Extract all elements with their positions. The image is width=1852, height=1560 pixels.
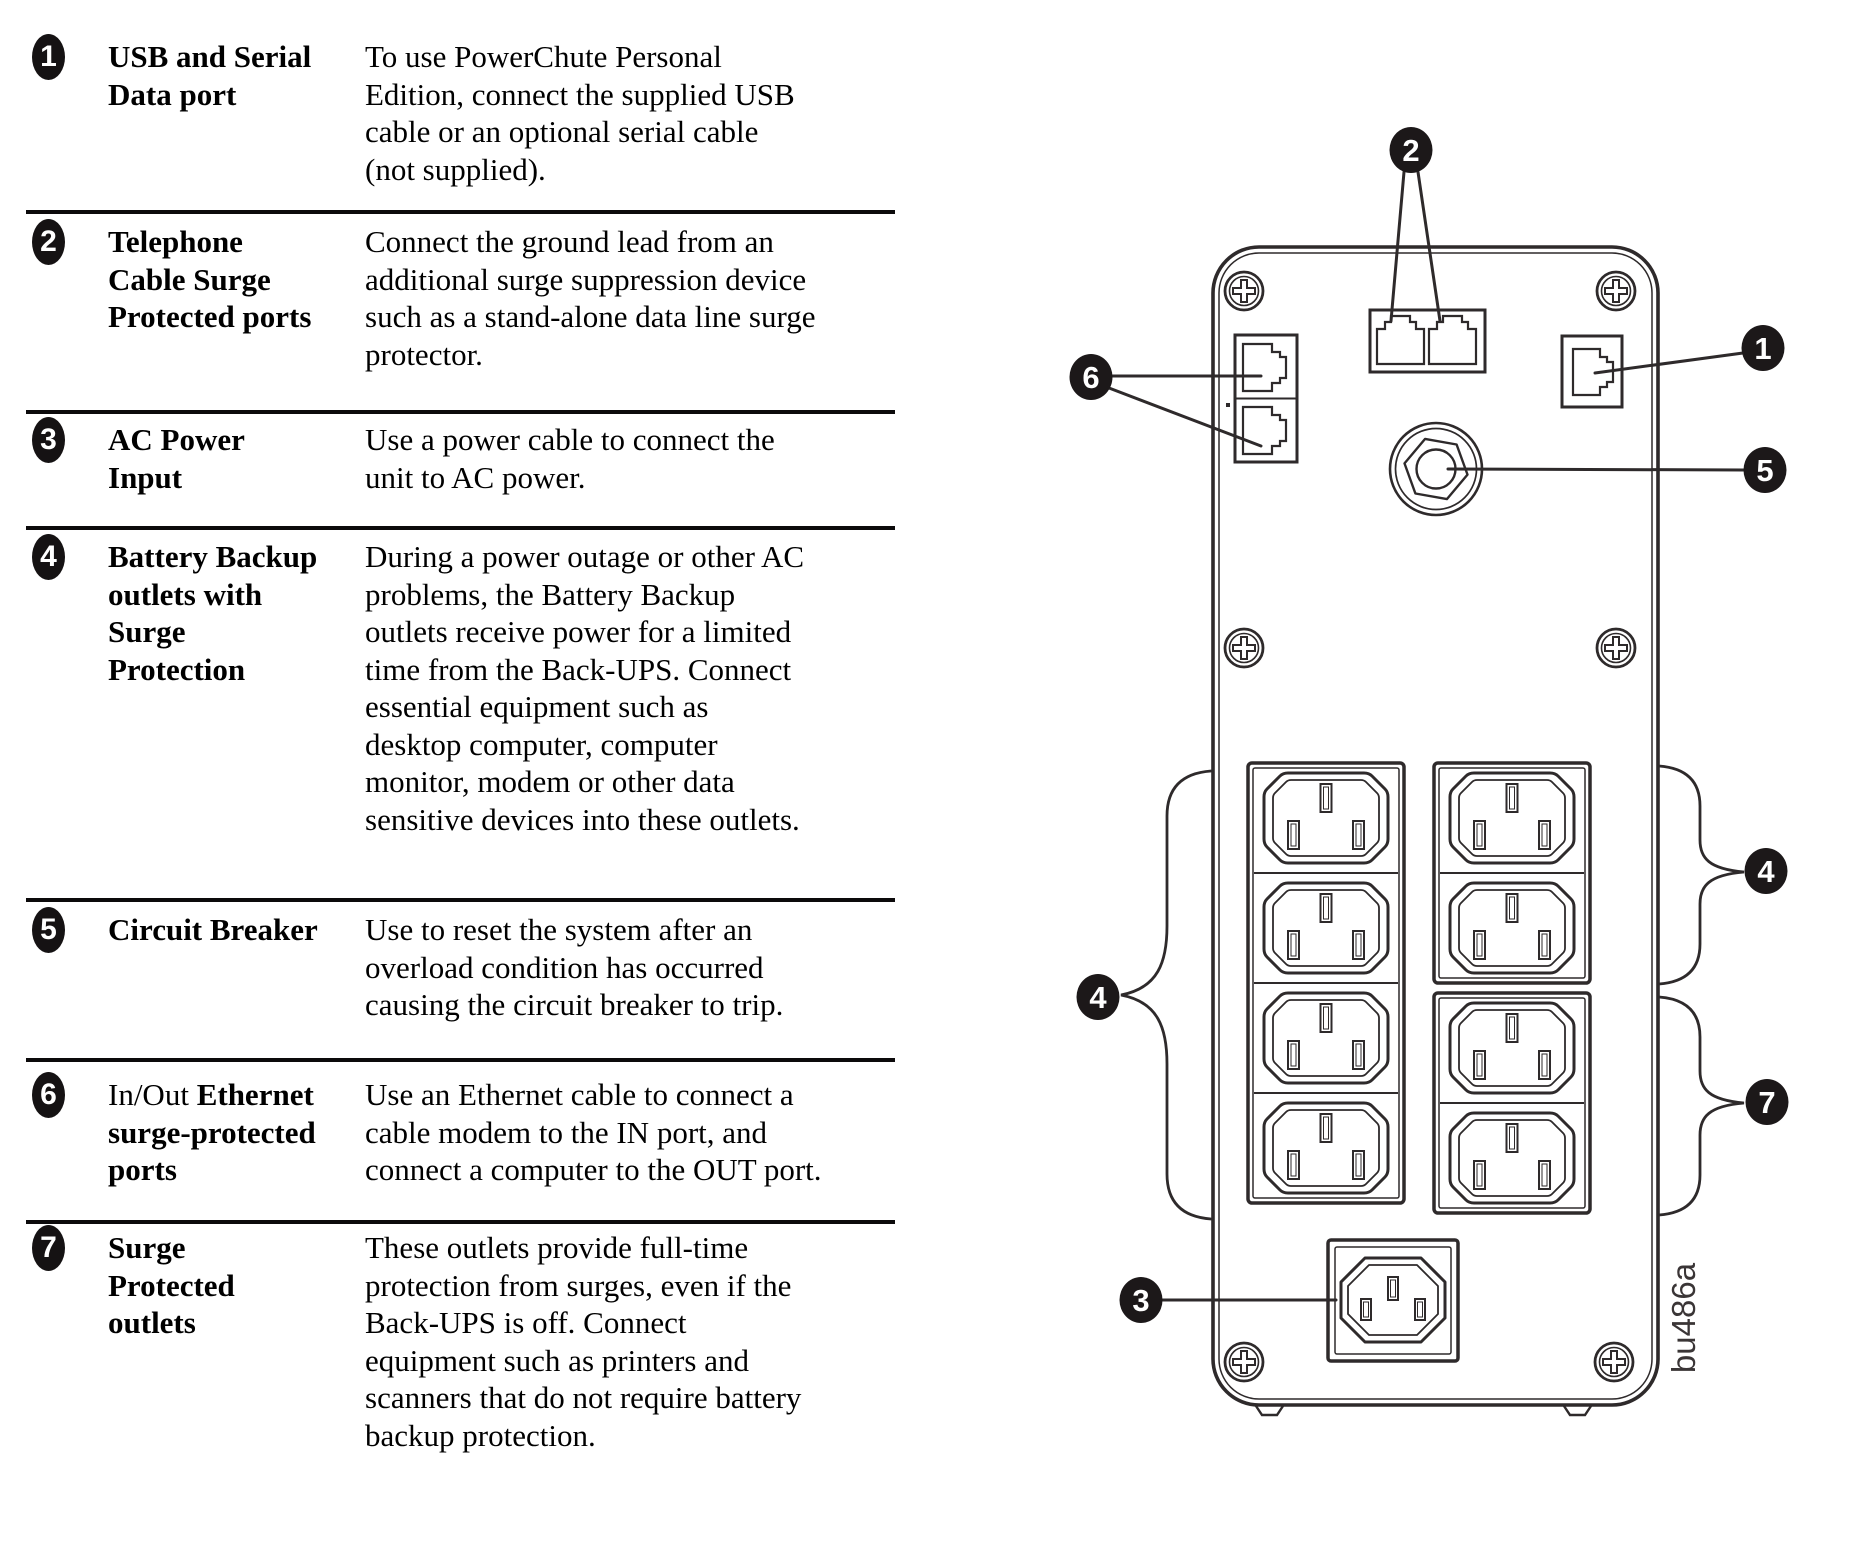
diagram-callouts <box>1070 127 1789 1323</box>
callout-badge: 3 <box>32 417 65 463</box>
svg-text:1: 1 <box>1754 331 1772 366</box>
foot-left <box>1256 1406 1283 1415</box>
svg-text:4: 4 <box>1757 854 1775 889</box>
outlet-bank-right-top <box>1434 763 1590 983</box>
battery-outlet <box>1264 773 1388 863</box>
callout-4-left <box>1077 974 1120 1020</box>
screw-icon <box>1225 272 1263 310</box>
brace-battery-left <box>1121 771 1211 1219</box>
figure-code-label: bu486a <box>1665 1262 1702 1374</box>
ethernet-ports <box>1226 335 1297 462</box>
screw-icon <box>1225 629 1263 667</box>
row-description: Use an Ethernet cable to connect a cable modem to the IN port, and connect a computer to the OUT port. <box>365 1077 822 1187</box>
row-title: Battery Backup outlets with Surge Protection <box>108 539 318 687</box>
brace-surge-right <box>1659 997 1744 1215</box>
svg-text:3: 3 <box>1132 1283 1150 1318</box>
svg-text:6: 6 <box>1082 360 1100 395</box>
callout-badge: 4 <box>32 534 65 580</box>
callout-badge: 7 <box>32 1225 65 1271</box>
callout-5 <box>1744 447 1787 493</box>
telephone-ports <box>1370 310 1485 372</box>
battery-outlet <box>1450 773 1574 863</box>
screw-icon <box>1597 629 1635 667</box>
screw-icon <box>1225 1343 1263 1381</box>
callout-lines <box>1109 172 1744 1300</box>
callout-4-right <box>1745 848 1788 894</box>
ac-power-inlet <box>1328 1240 1458 1361</box>
row-description: Use to reset the system after an overload condition has occurred causing the circuit breaker to trip. <box>365 912 784 1022</box>
callout-7 <box>1746 1079 1789 1125</box>
battery-outlet <box>1264 993 1388 1083</box>
callout-badge: 5 <box>32 907 65 953</box>
brace-battery-right <box>1659 766 1744 984</box>
outlet-bank-right-bottom <box>1434 993 1590 1213</box>
foot-right <box>1564 1406 1591 1415</box>
row-description: During a power outage or other AC problems, the Battery Backup outlets receive power for a limited time from the Back-UPS. Connect essential equipment such as desktop computer, computer monitor, modem or other data sensitive devices into these outlets. <box>365 539 805 837</box>
surge-outlet <box>1450 1113 1574 1203</box>
callout-3 <box>1120 1277 1163 1323</box>
callout-2 <box>1390 127 1433 173</box>
panel-dot <box>1226 403 1230 407</box>
screw-icon <box>1595 1343 1633 1381</box>
svg-text:5: 5 <box>1756 453 1774 488</box>
row-title: Telephone Cable Surge Protected ports <box>108 224 312 334</box>
svg-text:4: 4 <box>1089 980 1107 1015</box>
row-title: Circuit Breaker <box>108 912 318 947</box>
svg-text:7: 7 <box>1758 1085 1776 1120</box>
row-title: Surge Protected outlets <box>108 1230 235 1340</box>
battery-outlet <box>1264 883 1388 973</box>
callout-6 <box>1070 354 1113 400</box>
outlet-bank-left <box>1248 763 1404 1203</box>
row-title: AC Power Input <box>108 422 245 495</box>
battery-outlet <box>1450 883 1574 973</box>
row-title: In/Out Ethernet surge-protected ports <box>108 1077 316 1187</box>
battery-outlet <box>1264 1103 1388 1193</box>
callout-1 <box>1742 325 1785 371</box>
row-description: To use PowerChute Personal Edition, connect the supplied USB cable or an optional serial cable (not supplied). <box>365 39 795 187</box>
svg-text:2: 2 <box>1402 133 1420 168</box>
row-description: These outlets provide full-time protection from surges, even if the Back-UPS is off. Connect equipment such as printers and scanners that do not require battery backup protection. <box>365 1230 802 1453</box>
callout-badge: 6 <box>32 1072 65 1118</box>
screw-icon <box>1597 272 1635 310</box>
callout-badge: 2 <box>32 219 65 265</box>
surge-outlet <box>1450 1003 1574 1093</box>
row-title: USB and Serial Data port <box>108 39 312 112</box>
callout-badge: 1 <box>32 34 65 80</box>
row-description: Connect the ground lead from an additional surge suppression device such as a stand-alone data line surge protector. <box>365 224 816 372</box>
row-description: Use a power cable to connect the unit to AC power. <box>365 422 775 495</box>
